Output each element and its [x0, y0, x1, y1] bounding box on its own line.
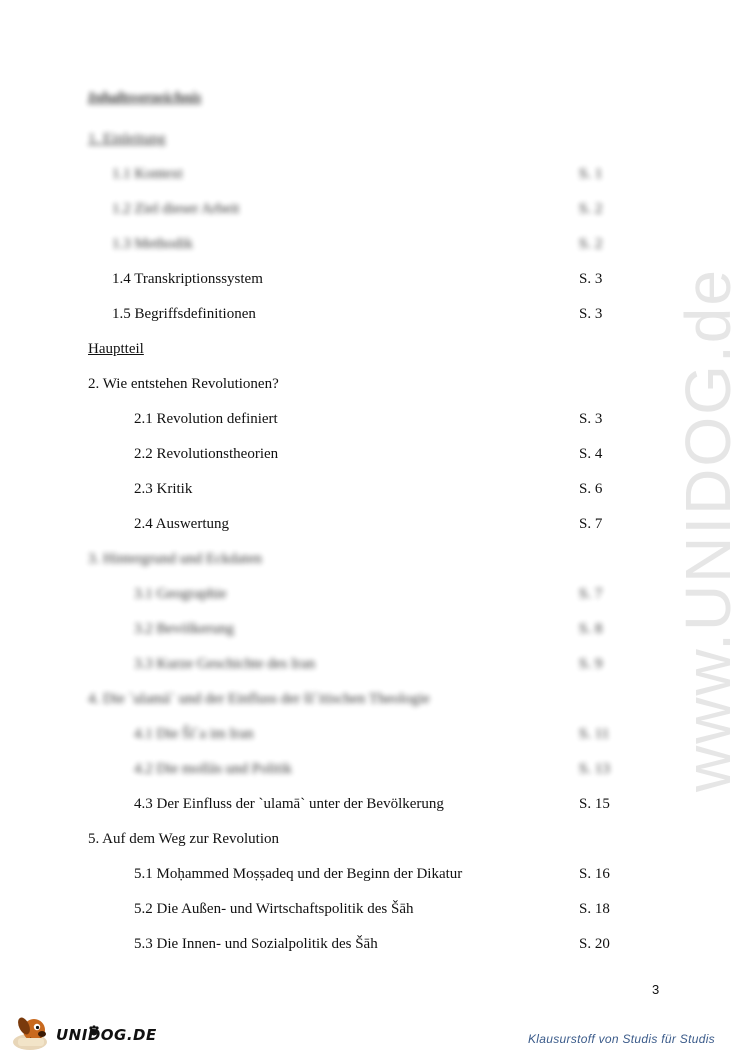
toc-entry-label: 3.3 Kurze Geschichte des Iran — [134, 656, 316, 672]
toc-entry-page: S. 7 — [579, 516, 603, 532]
toc-entry-page: S. 15 — [579, 796, 610, 812]
toc-entry — [0, 303, 750, 325]
toc-entry — [0, 618, 750, 640]
toc-entry-page: S. 13 — [579, 761, 610, 777]
toc-entry-label: Hauptteil — [88, 341, 144, 357]
toc-entry-label: 1.2 Ziel dieser Arbeit — [112, 201, 240, 217]
toc-entry — [0, 548, 750, 570]
toc-entry — [0, 513, 750, 535]
toc-entry-page: S. 2 — [579, 201, 603, 217]
toc-entry — [0, 373, 750, 395]
toc-entry — [0, 583, 750, 605]
toc-entry-page: S. 18 — [579, 901, 610, 917]
toc-entry-page: S. 9 — [579, 656, 603, 672]
toc-entry-label: 2.2 Revolutionstheorien — [134, 446, 279, 462]
toc-entry-label: 1.4 Transkriptionssystem — [112, 271, 263, 287]
logo-text: UNIDOG.DE — [56, 1026, 157, 1044]
toc-entry — [0, 793, 750, 815]
toc-entry — [0, 898, 750, 920]
toc-entry-label: 5. Auf dem Weg zur Revolution — [88, 831, 279, 847]
toc-entry-label: 2.3 Kritik — [134, 481, 193, 497]
toc-entry — [0, 268, 750, 290]
toc-entry — [0, 198, 750, 220]
toc-entry — [0, 163, 750, 185]
toc-entry-label: 3. Hintergrund und Eckdaten — [88, 551, 262, 567]
page-number: 3 — [652, 982, 660, 997]
toc-entry-label: 2.4 Auswertung — [134, 516, 229, 532]
toc-entry — [0, 688, 750, 710]
toc-entry — [0, 828, 750, 850]
toc-entry-page: S. 8 — [579, 621, 603, 637]
toc-entry-label: 5.2 Die Außen- und Wirtschaftspolitik des Šāh — [134, 901, 414, 917]
toc-entry-label: 1.3 Methodik — [112, 236, 193, 252]
toc-entry-label: 2.1 Revolution definiert — [134, 411, 278, 427]
toc-entry-label: 4.2 Die mollās und Politik — [134, 761, 292, 777]
toc-entry-label: 4. Die `ulamā` und der Einfluss der šī`itischen Theologie — [88, 691, 430, 707]
toc-entry-page: S. 11 — [579, 726, 610, 742]
toc-entry-page: S. 2 — [579, 236, 603, 252]
toc-entry — [0, 478, 750, 500]
toc-entry — [0, 653, 750, 675]
toc-title: Inhaltsverzeichnis — [88, 90, 202, 106]
toc-entry-label: 1.5 Begriffsdefinitionen — [112, 306, 256, 322]
dog-mascot-icon — [10, 1012, 54, 1052]
toc-entry-page: S. 3 — [579, 271, 603, 287]
toc-entry-page: S. 3 — [579, 306, 603, 322]
toc-entry-page: S. 3 — [579, 411, 603, 427]
footer-slogan: Klausurstoff von Studis für Studis — [528, 1032, 715, 1046]
toc-entry-page: S. 1 — [579, 166, 603, 182]
toc-entry — [0, 933, 750, 955]
toc-entry — [0, 338, 750, 360]
toc-entry-label: 3.2 Bevölkerung — [134, 621, 234, 637]
toc-entry — [0, 128, 750, 150]
toc-entry-label: 1.1 Kontext — [112, 166, 183, 182]
toc-entry-label: 4.1 Die Šī`a im Iran — [134, 726, 254, 742]
toc-entry-page: S. 6 — [579, 481, 603, 497]
toc-entry-page: S. 7 — [579, 586, 603, 602]
toc-entry-label: 5.1 Moḥammed Moṣṣadeq und der Beginn der Dikatur — [134, 866, 463, 882]
toc-entry — [0, 863, 750, 885]
toc-entry — [0, 758, 750, 780]
toc-entry — [0, 443, 750, 465]
toc-entry-label: 4.3 Der Einfluss der `ulamā` unter der Bevölkerung — [134, 796, 444, 812]
watermark: www.UNIDOG.de — [672, 268, 744, 792]
toc-entry-label: 2. Wie entstehen Revolutionen? — [88, 376, 279, 392]
toc-entry-label: 5.3 Die Innen- und Sozialpolitik des Šāh — [134, 936, 378, 952]
toc-entry-page: S. 20 — [579, 936, 610, 952]
toc-entry — [0, 408, 750, 430]
toc-entry — [0, 723, 750, 745]
toc-entry-page: S. 4 — [579, 446, 603, 462]
toc-entry-label: 3.1 Geographie — [134, 586, 227, 602]
toc-entry-page: S. 16 — [579, 866, 610, 882]
toc-entry — [0, 233, 750, 255]
toc-entry-label: 1. Einleitung — [88, 131, 166, 147]
unidog-logo — [10, 1012, 160, 1052]
